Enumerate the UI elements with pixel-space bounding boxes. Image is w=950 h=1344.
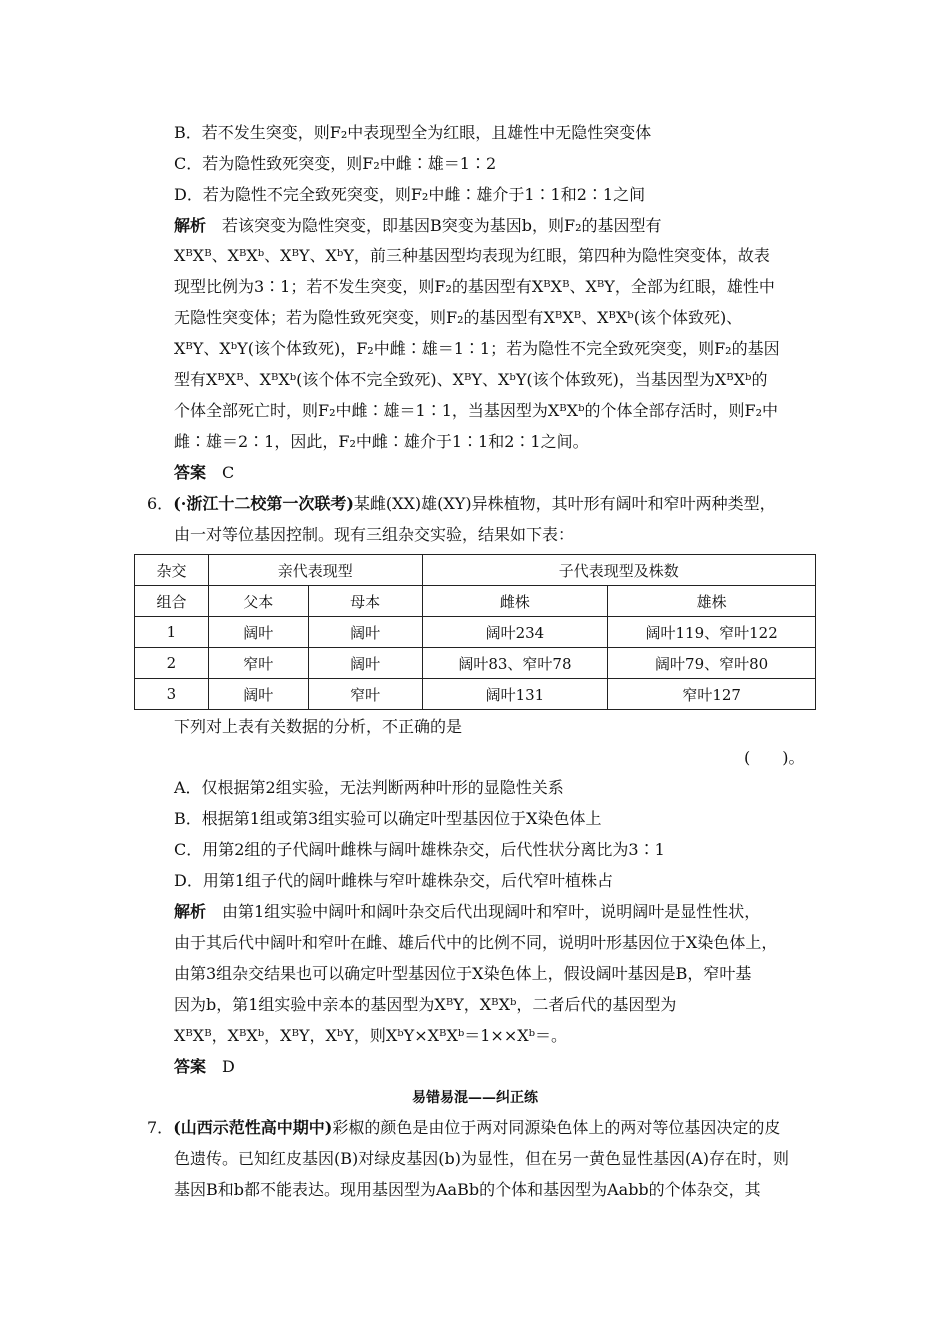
q7-number: 7．: [147, 1118, 174, 1137]
q5-analysis-line-2: XᴮXᴮ、XᴮXᵇ、XᴮY、XᵇY，前三种基因型均表现为红眼，第四种为隐性突变体，故表: [174, 246, 770, 265]
header-mother: 母本: [308, 586, 422, 617]
header-parent-phenotype: 亲代表现型: [208, 555, 422, 586]
q5-option-c: C．若为隐性致死突变，则F₂中雌∶雄＝1∶2: [174, 154, 497, 173]
q6-number: 6．: [147, 494, 174, 513]
q5-option-b: B．若不发生突变，则F₂中表现型全为红眼，且雄性中无隐性突变体: [174, 123, 652, 142]
q5-answer: [174, 462, 234, 484]
q5-answer-value: C: [222, 463, 235, 482]
header-group-2: 组合: [135, 586, 209, 617]
q5-analysis-line-4: 无隐性突变体；若为隐性致死突变，则F₂的基因型有XᴮXᴮ、XᴮXᵇ(该个体致死)、: [174, 308, 743, 327]
q6-option-a: A．仅根据第2组实验，无法判断两种叶形的显隐性关系: [174, 778, 564, 797]
header-male: 雄株: [608, 586, 816, 617]
q6-analysis-line-3: 由第3组杂交结果也可以确定叶型基因位于X染色体上，假设阔叶基因是B，窄叶基: [174, 964, 752, 983]
q7-source: (山西示范性高中期中): [173, 1118, 333, 1137]
q6-stem-line-1: 6．(·浙江十二校第一次联考)某雌(XX)雄(XY)异株植物，其叶形有阔叶和窄叶两种类型，: [147, 494, 776, 513]
section-title: 易错易混——纠正练: [412, 1090, 538, 1106]
q6-analysis-label: 解析: [174, 902, 207, 921]
q6-analysis-line-4: 因为b，第1组实验中亲本的基因型为XᴮY，XᴮXᵇ，二者后代的基因型为: [174, 995, 677, 1014]
q6-option-b: B．根据第1组或第3组实验可以确定叶型基因位于X染色体上: [174, 809, 602, 828]
q6-answer-label: 答案: [174, 1057, 207, 1076]
q5-analysis-line-3: 现型比例为3∶1；若不发生突变，则F₂的基因型有XᴮXᴮ、XᴮY，全部为红眼，雄性中: [174, 277, 775, 296]
q7-stem-line-3: 基因B和b都不能表达。现用基因型为AaBb的个体和基因型为Aabb的个体杂交，其: [174, 1180, 761, 1199]
q5-analysis-label: 解析: [174, 216, 207, 235]
header-female: 雌株: [422, 586, 608, 617]
q6-answer: [174, 1056, 235, 1078]
q6-analysis-line-2: 由于其后代中阔叶和窄叶在雌、雄后代中的比例不同，说明叶形基因位于X染色体上，: [174, 933, 778, 952]
q5-analysis-line-5: XᴮY、XᵇY(该个体致死)，F₂中雌∶雄＝1∶1；若为隐性不完全致死突变，则F₂的基因: [174, 339, 780, 358]
header-group-1: 杂交: [135, 555, 209, 586]
q6-answer-blank: ( )。: [744, 748, 805, 767]
q6-source: (·浙江十二校第一次联考): [173, 494, 354, 513]
table-row: 3 阔叶 窄叶 阔叶131 窄叶127: [135, 679, 816, 710]
q6-option-d: D．用第1组子代的阔叶雌株与窄叶雄株杂交，后代窄叶植株占: [174, 871, 614, 890]
header-offspring-phenotype: 子代表现型及株数: [422, 555, 815, 586]
q6-stem-line-2: 由一对等位基因控制。现有三组杂交实验，结果如下表：: [174, 525, 575, 544]
q6-option-c: C．用第2组的子代阔叶雌株与阔叶雄株杂交，后代性状分离比为3∶1: [174, 840, 665, 859]
q6-answer-value: D: [222, 1057, 235, 1076]
q5-analysis-line-8: 雌∶雄＝2∶1，因此，F₂中雌∶雄介于1∶1和2∶1之间。: [174, 432, 589, 451]
header-father: 父本: [208, 586, 308, 617]
q5-analysis-line-1: 解析 若该突变为隐性突变，即基因B突变为基因b，则F₂的基因型有: [174, 216, 662, 235]
q5-option-d: D．若为隐性不完全致死突变，则F₂中雌∶雄介于1∶1和2∶1之间: [174, 185, 646, 204]
q7-stem-line-2: 色遗传。已知红皮基因(B)对绿皮基因(b)为显性，但在另一黄色显性基因(A)存在时，则: [174, 1149, 790, 1168]
q6-analysis-line-5: XᴮXᴮ，XᴮXᵇ，XᴮY，XᵇY，则XᵇY×XᴮXᵇ＝1××Xᵇ＝。: [174, 1026, 568, 1045]
q7-stem-line-1: 7．(山西示范性高中期中)彩椒的颜色是由位于两对同源染色体上的两对等位基因决定的皮: [147, 1118, 781, 1137]
q5-analysis-line-7: 个体全部死亡时，则F₂中雌∶雄＝1∶1，当基因型为XᴮXᵇ的个体全部存活时，则F₂中: [174, 401, 778, 420]
table-row: 2 窄叶 阔叶 阔叶83、窄叶78 阔叶79、窄叶80: [135, 648, 816, 679]
q6-cross-table: [134, 554, 816, 710]
q6-analysis-line-1: 解析 由第1组实验中阔叶和阔叶杂交后代出现阔叶和窄叶，说明阔叶是显性性状，: [174, 902, 761, 921]
q6-question: 下列对上表有关数据的分析，不正确的是: [174, 717, 463, 736]
q5-answer-label: 答案: [174, 463, 207, 482]
q5-analysis-line-6: 型有XᴮXᴮ、XᴮXᵇ(该个体不完全致死)、XᴮY、XᵇY(该个体致死)，当基因型为XᴮXᵇ的: [174, 370, 768, 389]
table-row: 1 阔叶 阔叶 阔叶234 阔叶119、窄叶122: [135, 617, 816, 648]
